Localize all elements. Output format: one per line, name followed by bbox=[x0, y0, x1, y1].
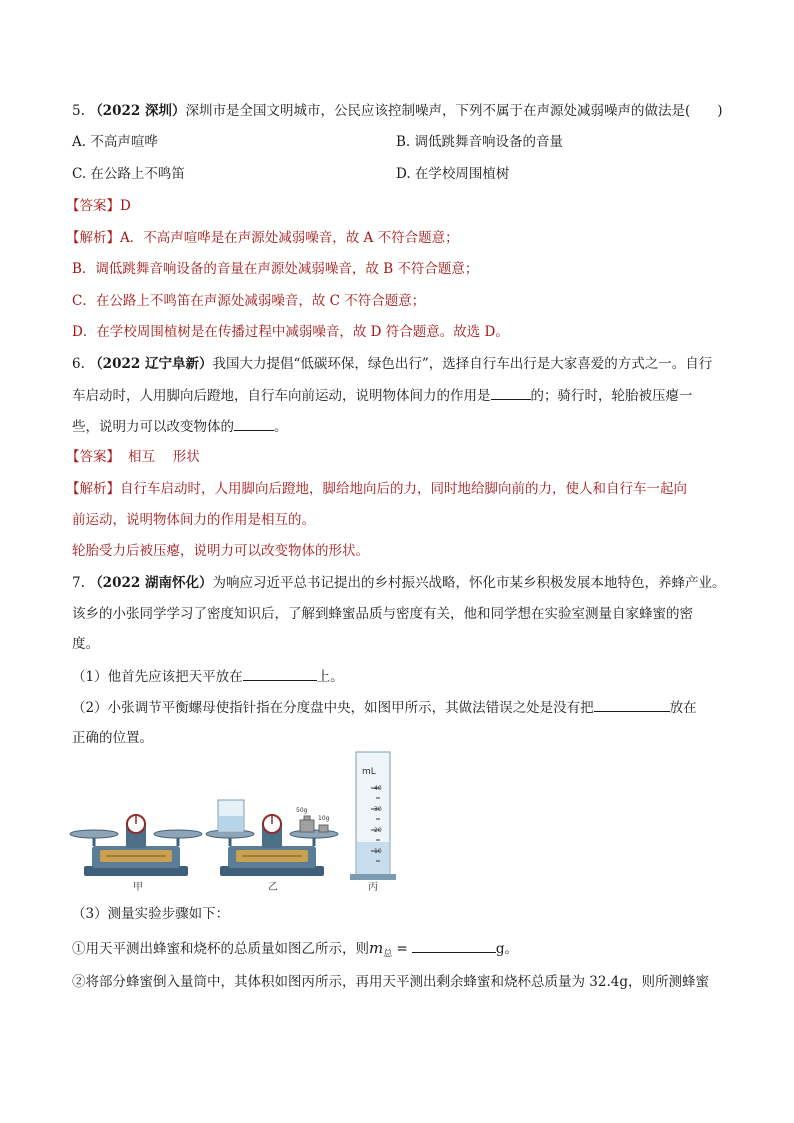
q5-analysis-2: B．调低跳舞音响设备的音量在声源处减弱噪音，故 B 不符合题意； bbox=[72, 261, 479, 277]
q6-analysis-1: 自行车启动时，人用脚向后蹬地，脚给地向后的力，同时地给脚向前的力，使人和自行车一起向 bbox=[120, 481, 687, 497]
fig-label-jia: 甲 bbox=[133, 882, 143, 893]
q7-stem-2: 该乡的小张同学学习了密度知识后，了解到蜂蜜品质与密度有关，他和同学想在实验室测量自家蜂蜜的密 bbox=[72, 606, 693, 622]
q5-stem-line bbox=[72, 101, 723, 121]
q6-stem-3b: 。 bbox=[274, 419, 288, 435]
q7-blank-1[interactable] bbox=[243, 666, 317, 681]
q7-stem-3: 度。 bbox=[72, 636, 99, 652]
q7-stem-line1 bbox=[72, 573, 725, 593]
q7-figure bbox=[66, 750, 416, 898]
q7-sub1-b: 上。 bbox=[316, 669, 344, 685]
q5-answer-tag: 【答案】 bbox=[66, 198, 120, 214]
q7-sub2-line bbox=[72, 697, 697, 718]
cylinder-tick-40: 40 bbox=[374, 785, 382, 792]
q6-answer: 相互 形状 bbox=[128, 449, 200, 465]
q7-sub3: （3）测量实验步骤如下： bbox=[72, 906, 230, 922]
balance-yi-figure bbox=[206, 800, 338, 876]
cylinder-tick-20: 20 bbox=[374, 827, 382, 834]
cylinder-tick-10: 10 bbox=[374, 848, 382, 855]
q7-step1-eq: = bbox=[392, 941, 408, 957]
q5-option-d: D. 在学校周围植树 bbox=[396, 166, 510, 182]
q7-mass-symbol: m bbox=[369, 939, 384, 957]
q6-analysis-2: 前运动，说明物体间力的作用是相互的。 bbox=[72, 512, 315, 528]
q6-stem-2a: 车启动时，人用脚向后蹬地，自行车向前运动，说明物体间力的作用是 bbox=[72, 388, 491, 404]
q7-step1-line bbox=[72, 938, 518, 965]
q5-analysis-3: C．在公路上不鸣笛在声源处减弱噪音，故 C 不符合题意； bbox=[72, 293, 426, 309]
q5-analysis-4: D．在学校周围植树是在传播过程中减弱噪音，故 D 符合题意。故选 D。 bbox=[72, 324, 509, 340]
q7-number: 7. bbox=[72, 575, 85, 591]
q5-stem: 深圳市是全国文明城市，公民应该控制噪声，下列不属于在声源处减弱噪声的做法是( ) bbox=[185, 103, 723, 119]
q7-blank-3[interactable] bbox=[412, 938, 496, 953]
q6-number: 6. bbox=[72, 356, 85, 372]
q6-stem-line2 bbox=[72, 385, 693, 406]
cylinder-unit: mL bbox=[362, 767, 376, 777]
q5-analysis-line1 bbox=[66, 228, 459, 248]
q6-answer-line bbox=[66, 447, 200, 467]
q6-analysis-3: 轮胎受力后被压瘪，说明力可以改变物体的形状。 bbox=[72, 543, 369, 559]
q5-number: 5. bbox=[72, 103, 85, 119]
fig-label-bing: 丙 bbox=[368, 882, 378, 893]
weight-50g-label: 50g bbox=[296, 807, 308, 814]
q6-stem-2b: 的；骑行时，轮胎被压瘪一 bbox=[530, 388, 693, 404]
q7-sub1-a: （1）他首先应该把天平放在 bbox=[72, 669, 243, 685]
q7-step1-a: ①用天平测出蜂蜜和烧杯的总质量如图乙所示，则 bbox=[72, 941, 369, 957]
q7-sub1-line bbox=[72, 666, 344, 687]
cylinder-tick-30: 30 bbox=[374, 806, 382, 813]
q6-stem-line3 bbox=[72, 416, 288, 437]
q7-step1-b: g。 bbox=[495, 941, 519, 957]
q5-options-row2 bbox=[72, 164, 185, 184]
q7-blank-2[interactable] bbox=[594, 697, 670, 712]
q5-options-row1 bbox=[72, 132, 158, 152]
q5-answer: D bbox=[120, 198, 131, 214]
q6-analysis-tag: 【解析】 bbox=[66, 481, 120, 497]
q6-blank-1[interactable] bbox=[491, 385, 531, 400]
q6-stem-1: 我国大力提倡“低碳环保，绿色出行”，选择自行车出行是大家喜爱的方式之一。自行 bbox=[212, 356, 713, 372]
q5-option-b: B. 调低跳舞音响设备的音量 bbox=[396, 134, 564, 150]
q6-answer-tag: 【答案】 bbox=[66, 449, 120, 465]
q7-stem-1: 为响应习近平总书记提出的乡村振兴战略，怀化市某乡积极发展本地特色，养蜂产业。 bbox=[212, 575, 726, 591]
q5-answer-line bbox=[66, 196, 131, 216]
q5-option-c: C. 在公路上不鸣笛 bbox=[72, 166, 185, 182]
fig-label-yi: 乙 bbox=[268, 882, 278, 893]
q7-source: （2022 湖南怀化） bbox=[89, 575, 213, 591]
q5-analysis-1: A．不高声喧哗是在声源处减弱噪音，故 A 不符合题意； bbox=[120, 230, 459, 246]
q5-analysis-tag: 【解析】 bbox=[66, 230, 120, 246]
q6-source: （2022 辽宁阜新） bbox=[89, 356, 213, 372]
q6-stem-line1 bbox=[72, 354, 712, 374]
q7-sub2-c: 正确的位置。 bbox=[72, 730, 153, 746]
q6-analysis-line1 bbox=[66, 479, 687, 499]
weight-10g-label: 10g bbox=[318, 815, 330, 822]
q7-mass-subscript: 总 bbox=[383, 949, 393, 960]
q5-source: （2022 深圳） bbox=[89, 103, 186, 119]
q7-sub2-b: 放在 bbox=[669, 700, 697, 716]
q6-blank-2[interactable] bbox=[234, 416, 274, 431]
q6-stem-3a: 些，说明力可以改变物体的 bbox=[72, 419, 234, 435]
q7-step2: ②将部分蜂蜜倒入量筒中，其体积如图丙所示，再用天平测出剩余蜂蜜和烧杯总质量为 32.4g，则所测蜂蜜 bbox=[72, 974, 709, 990]
q7-sub2-a: （2）小张调节平衡螺母使指针指在分度盘中央，如图甲所示，其做法错误之处是没有把 bbox=[72, 700, 594, 716]
q5-option-a: A. 不高声喧哗 bbox=[72, 134, 158, 150]
balance-jia-figure bbox=[70, 815, 202, 876]
